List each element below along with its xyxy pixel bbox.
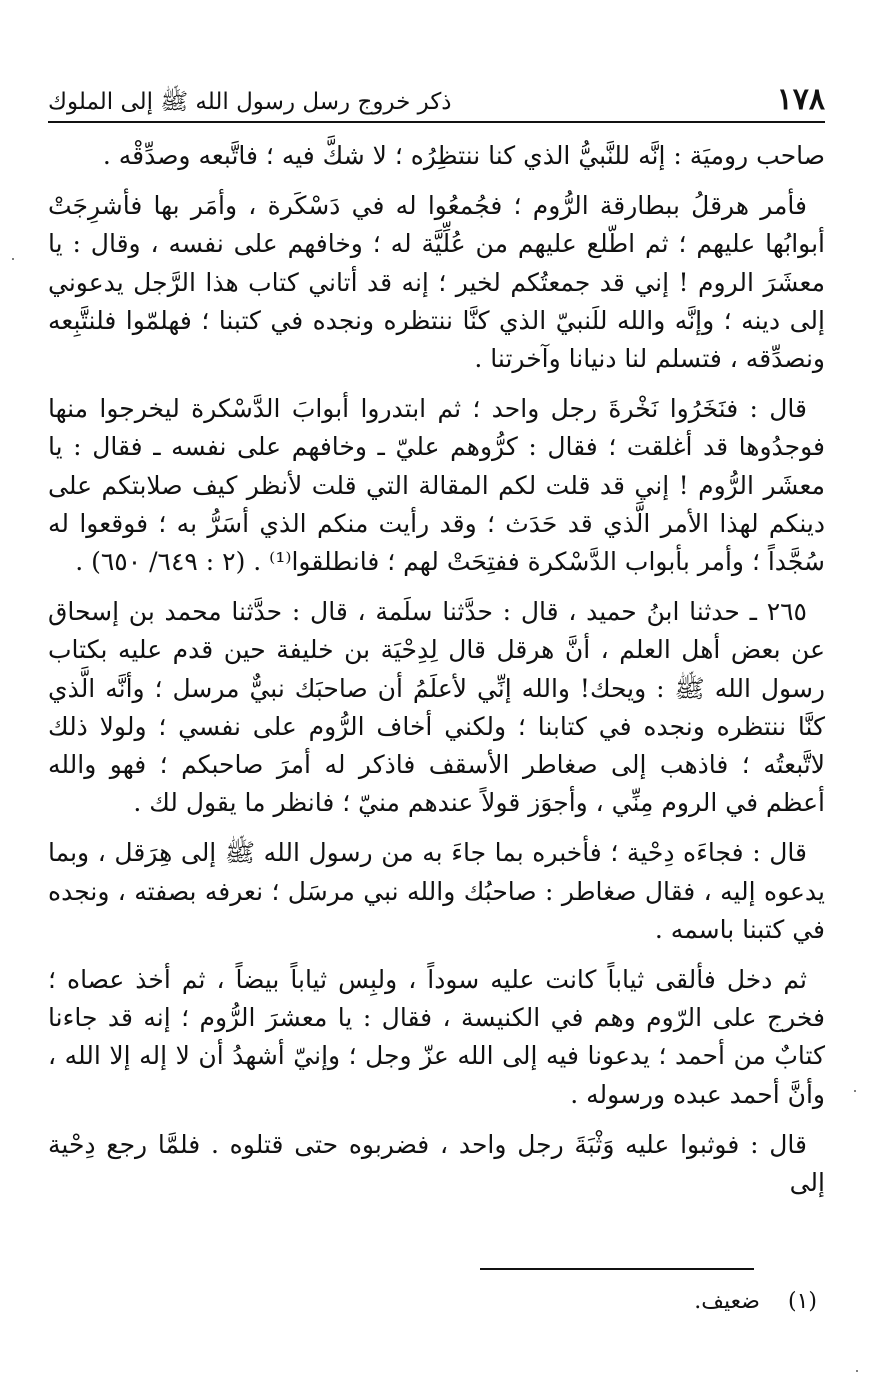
footnote bbox=[694, 1286, 817, 1318]
paragraph: صاحب روميَة : إنَّه للنَّبيُّ الذي كنا ننتظِرُه ؛ لا شكَّ فيه ؛ فاتَّبعه وصدِّقْه . bbox=[102, 141, 825, 170]
footnote-number: (١) bbox=[787, 1289, 817, 1314]
scan-speck bbox=[854, 1090, 856, 1092]
page-header bbox=[48, 78, 825, 118]
paragraph: قال : فنَخَرُوا نَخْرةَ رجل واحد ؛ ثم ابتدروا أبوابَ الدَّسْكرة ليخرجوا منها فوجدُوها قد أغلقت ؛ فقال : كرُّوهم عليّ ـ وخافهم على نفسه ـ فقال : يا معشَر الرُّوم ! إني قد قلت لكم المقالة التي قلت لأنظر كيف صلابتكم على دينكم لهذا الأمر الَّذي قد حَدَث ؛ وقد رأيت منكم الذي أسَرُّ به ؛ فوقعوا له سُجَّداً ؛ وأمر بأبواب الدَّسْكرة ففتِحَتْ لهم ؛ فانطلقوا⁽¹⁾ . (٢ : ٦٤٩/ ٦٥٠) . bbox=[48, 394, 825, 577]
page-number: ١٧٨ bbox=[776, 82, 825, 117]
paragraph: قال : فجاءَه دِحْية ؛ فأخبره بما جاءَ به من رسول الله ﷺ إلى هِرَقل ، وبما يدعوه إليه ، فقال صغاطر : صاحبُك والله نبي مرسَل ؛ نعرفه بصفته ، ونجده في كتبنا باسمه . bbox=[48, 838, 825, 944]
scan-speck bbox=[12, 258, 14, 260]
paragraph: ثم دخل فألقى ثياباً كانت عليه سوداً ، ولبِس ثياباً بيضاً ، ثم أخذ عصاه ؛ فخرج على الرّوم وهم في الكنيسة ، فقال : يا معشرَ الرُّوم ؛ إنه قد جاءنا كتابٌ من أحمد ؛ يدعونا فيه إلى الله عزّ وجل ؛ وإنيّ أشهدُ أن لا إله إلا الله ، وأنَّ أحمد عبده ورسوله . bbox=[48, 965, 825, 1109]
scan-speck bbox=[856, 1370, 858, 1372]
paragraph: قال : فوثبوا عليه وَثْبَةَ رجل واحد ، فضربوه حتى قتلوه . فلمَّا رجع دِحْية إلى bbox=[48, 1129, 825, 1198]
header-rule bbox=[48, 121, 825, 123]
running-title: ذكر خروج رسل رسول الله ﷺ إلى الملوك bbox=[48, 89, 452, 115]
footnote-rule bbox=[480, 1268, 754, 1270]
main-text bbox=[48, 137, 825, 1210]
paragraph: ٢٦٥ ـ حدثنا ابنُ حميد ، قال : حدَّثنا سلَمة ، قال : حدَّثنا محمد بن إسحاق عن بعض أهل العلم ، أنَّ هرقل قال لِدِحْيَة بن خليفة حين قدم عليه بكتاب رسول الله ﷺ : ويحك! والله إنِّي لأعلَمُ أن صاحبَك نبيٌّ مرسل ؛ وأنَّه الَّذي كنَّا ننتظره ونجده في كتابنا ؛ ولكني أخاف الرُّوم على نفسي ؛ ولولا ذلك لاتَّبعتُه ؛ فاذهب إلى صغاطر الأسقف فاذكر له أمرَ صاحبكم ؛ فهو والله أعظم في الروم مِنِّي ، وأجوَز قولاً عندهم منيّ ؛ فانظر ما يقول لك . bbox=[48, 597, 825, 818]
paragraph: فأمر هرقلُ ببطارقة الرُّوم ؛ فجُمعُوا له في دَسْكَرة ، وأمَر بها فأشرِجَتْ أبوابُها عليهم ؛ ثم اطّلع عليهم من عُلِّيَّة له ؛ وخافهم على نفسه ، وقال : يا معشَرَ الروم ! إني قد جمعتُكم لخير ؛ إنه قد أتاني كتاب هذا الرَّجل يدعوني إلى دينه ؛ وإنَّه والله للَنبيّ الذي كنَّا ننتظره ونجده في كتبنا ؛ فهلمّوا فلنتَّبِعه ونصدِّقه ، فتسلم لنا دنيانا وآخرتنا . bbox=[48, 191, 825, 374]
footnote-text: ضعيف. bbox=[694, 1289, 760, 1314]
